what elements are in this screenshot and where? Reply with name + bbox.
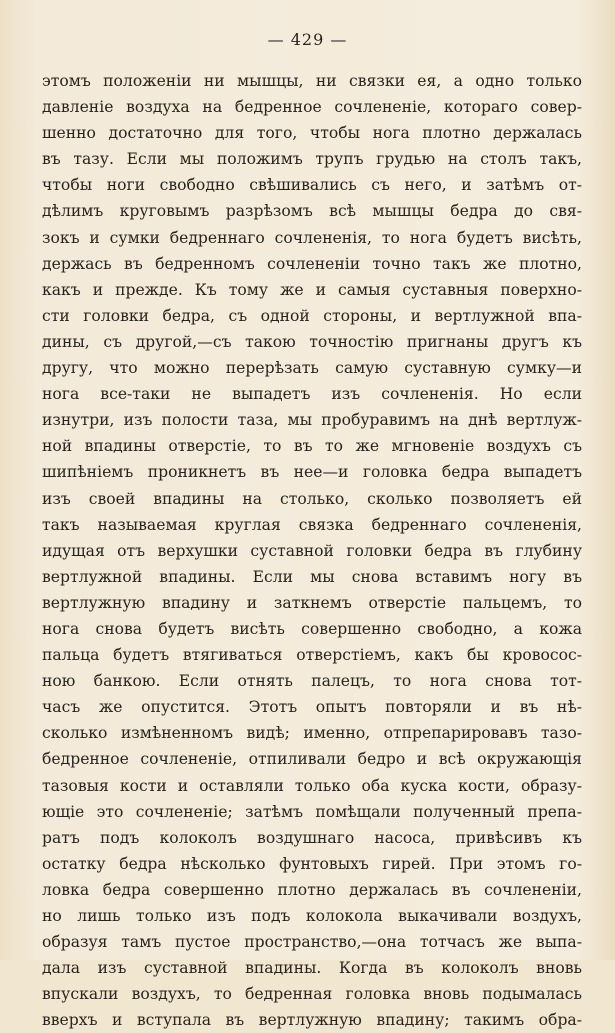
text-line: ною банкою. Если отнять палецъ, то нога снова тот- xyxy=(42,672,582,691)
text-line: вертлужной впадины. Если мы снова вставимъ ногу въ xyxy=(42,567,582,586)
body-text xyxy=(42,68,582,1033)
text-line: нога снова будетъ висѣть совершенно свободно, а кожа xyxy=(42,619,582,638)
text-line: остатку бедра нѣсколько фунтовыхъ гирей. При этомъ го- xyxy=(42,854,582,873)
text-line: этомъ положеніи ни мышцы, ни связки ея, а одно только xyxy=(42,72,582,90)
text-line: нога все-таки не выпадетъ изъ сочлененія. Но если xyxy=(42,385,582,404)
text-line: сти головки бедра, съ одной стороны, и вертлужной впа- xyxy=(42,306,582,325)
text-line: ной впадины отверстіе, то въ то же мгновеніе воздухъ съ xyxy=(42,437,582,456)
text-line: бедренное сочлененіе, отпиливали бедро и всѣ окружающія xyxy=(42,750,582,769)
text-line: но лишь только изъ подъ колокола выкачивали воздухъ, xyxy=(42,907,582,925)
text-line: держась въ бедренномъ сочлененіи точно такъ же плотно, xyxy=(42,254,582,273)
text-line: давленіе воздуха на бедренное сочлененіе, котораго совер- xyxy=(42,98,582,117)
text-line: изнутри, изъ полости таза, мы пробуравимъ на днѣ вертлуж- xyxy=(42,411,582,430)
text-line: ратъ подъ колоколъ воздушнаго насоса, привѣсивъ къ xyxy=(42,828,582,847)
text-line: тазовыя кости и оставляли только оба куска кости, образу- xyxy=(42,776,582,795)
text-line: ловка бедра совершенно плотно держалась въ сочлененіи, xyxy=(42,880,582,899)
text-line: впускали воздухъ, то бедренная головка вновь подымалась xyxy=(42,985,582,1004)
text-line: шипѣніемъ проникнетъ въ нее—и головка бедра выпадетъ xyxy=(42,463,582,482)
text-line: дала изъ суставной впадины. Когда въ колоколъ вновь xyxy=(42,959,582,978)
text-line: вертлужную впадину и заткнемъ отверстіе пальцемъ, то xyxy=(42,593,582,612)
page-number: — 429 — xyxy=(267,30,348,49)
text-line: изъ своей впадины на столько, сколько позволяетъ ей xyxy=(42,489,582,508)
text-line: зокъ и сумки бедреннаго сочлененія, то нога будетъ висѣть, xyxy=(42,228,582,247)
text-line: такъ называемая круглая связка бедреннаго сочлененія, xyxy=(42,515,582,534)
text-line: сколько измѣненномъ видѣ; именно, отпрепарировавъ тазо- xyxy=(42,724,582,743)
text-line: какъ и прежде. Къ тому же и самыя суставныя поверхно- xyxy=(42,280,582,299)
text-line: шенно достаточно для того, чтобы нога плотно держалась xyxy=(42,124,582,143)
text-line: другу, что можно перерѣзать самую суставную сумку—и xyxy=(42,359,582,378)
text-line: ющіе это сочлененіе; затѣмъ помѣщали полученный препа- xyxy=(42,802,582,821)
text-line: образуя тамъ пустое пространство,—она тотчасъ же выпа- xyxy=(42,933,582,952)
text-line: часъ же опустится. Этотъ опытъ повторяли и въ нѣ- xyxy=(42,698,582,717)
text-line: идущая отъ верхушки суставной головки бедра въ глубину xyxy=(42,541,582,560)
text-line: въ тазу. Если мы положимъ трупъ грудью на столъ такъ, xyxy=(42,150,582,169)
text-line: пальца будетъ втягиваться отверстіемъ, какъ бы кровосос- xyxy=(42,646,582,665)
text-line: дины, съ другой,—съ такою точностію пригнаны другъ къ xyxy=(42,332,582,351)
text-line: вверхъ и вступала въ вертлужную впадину; такимъ обра- xyxy=(42,1011,582,1030)
text-line: чтобы ноги свободно свѣшивались съ него, и затѣмъ от- xyxy=(42,176,582,195)
text-line: дѣлимъ круговымъ разрѣзомъ всѣ мышцы бедра до свя- xyxy=(42,202,582,221)
